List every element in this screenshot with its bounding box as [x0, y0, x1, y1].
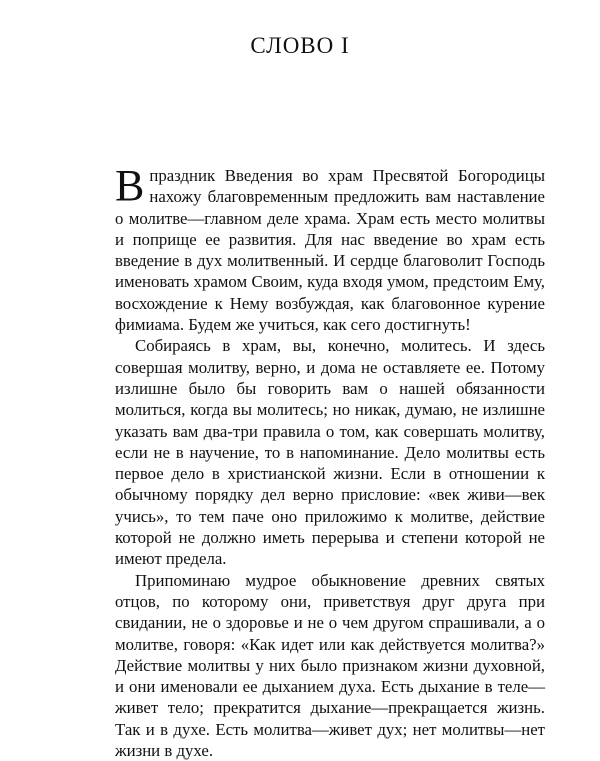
paragraph-3: Припоминаю мудрое обыкновение древних святых отцов, по которому они, приветствуя друг друга при свидании, не о здоровье и не о чем другом спрашивали, а о молитве, говоря: «Как идет или как действуется молитва?» Действие молитвы у них было признаком жизни духовной, и они именовали ее дыханием духа. Есть дыхание в теле—живет тело; прекратится дыхание—прекращается жизнь. Так и в духе. Есть молитва—живет дух; нет молитвы—нет жизни в духе. — [115, 570, 545, 761]
paragraph-1 — [115, 161, 545, 335]
paragraph-2: Собираясь в храм, вы, конечно, молитесь. И здесь совершая молитву, верно, и дома не оставляете ее. Потому излишне было бы говорить вам о нашей обязанности молиться, когда вы молитесь; но никак, думаю, не излишне указать вам два-три правила о том, как совершать молитву, если не в научение, то в напоминание. Дело молитвы есть первое дело в христианской жизни. Если в отношении к обычному порядку дел верно присловие: «век живи—век учись», то тем паче оно приложимо к молитве, действие которой не должно иметь перерыва и степени которой не имеют предела. — [115, 336, 545, 569]
paragraph-1-text: праздник Введения во храм Пресвятой Богородицы нахожу благовременным предложить вам наставление о молитве—главном деле храма. Храм есть место молитвы и поприще ее развития. Для нас введение во храм есть введение в дух молитвенный. И сердце благоволит Господь именовать храмом Своим, куда входя умом, предстоим Ему, восхождение к Нему возбуждая, как благовонное курение фимиама. Будем же учиться, как сего достигнуть! — [115, 166, 545, 335]
body-text — [115, 161, 545, 761]
chapter-title: СЛОВО I — [250, 33, 350, 58]
drop-cap-letter: В — [115, 161, 145, 210]
